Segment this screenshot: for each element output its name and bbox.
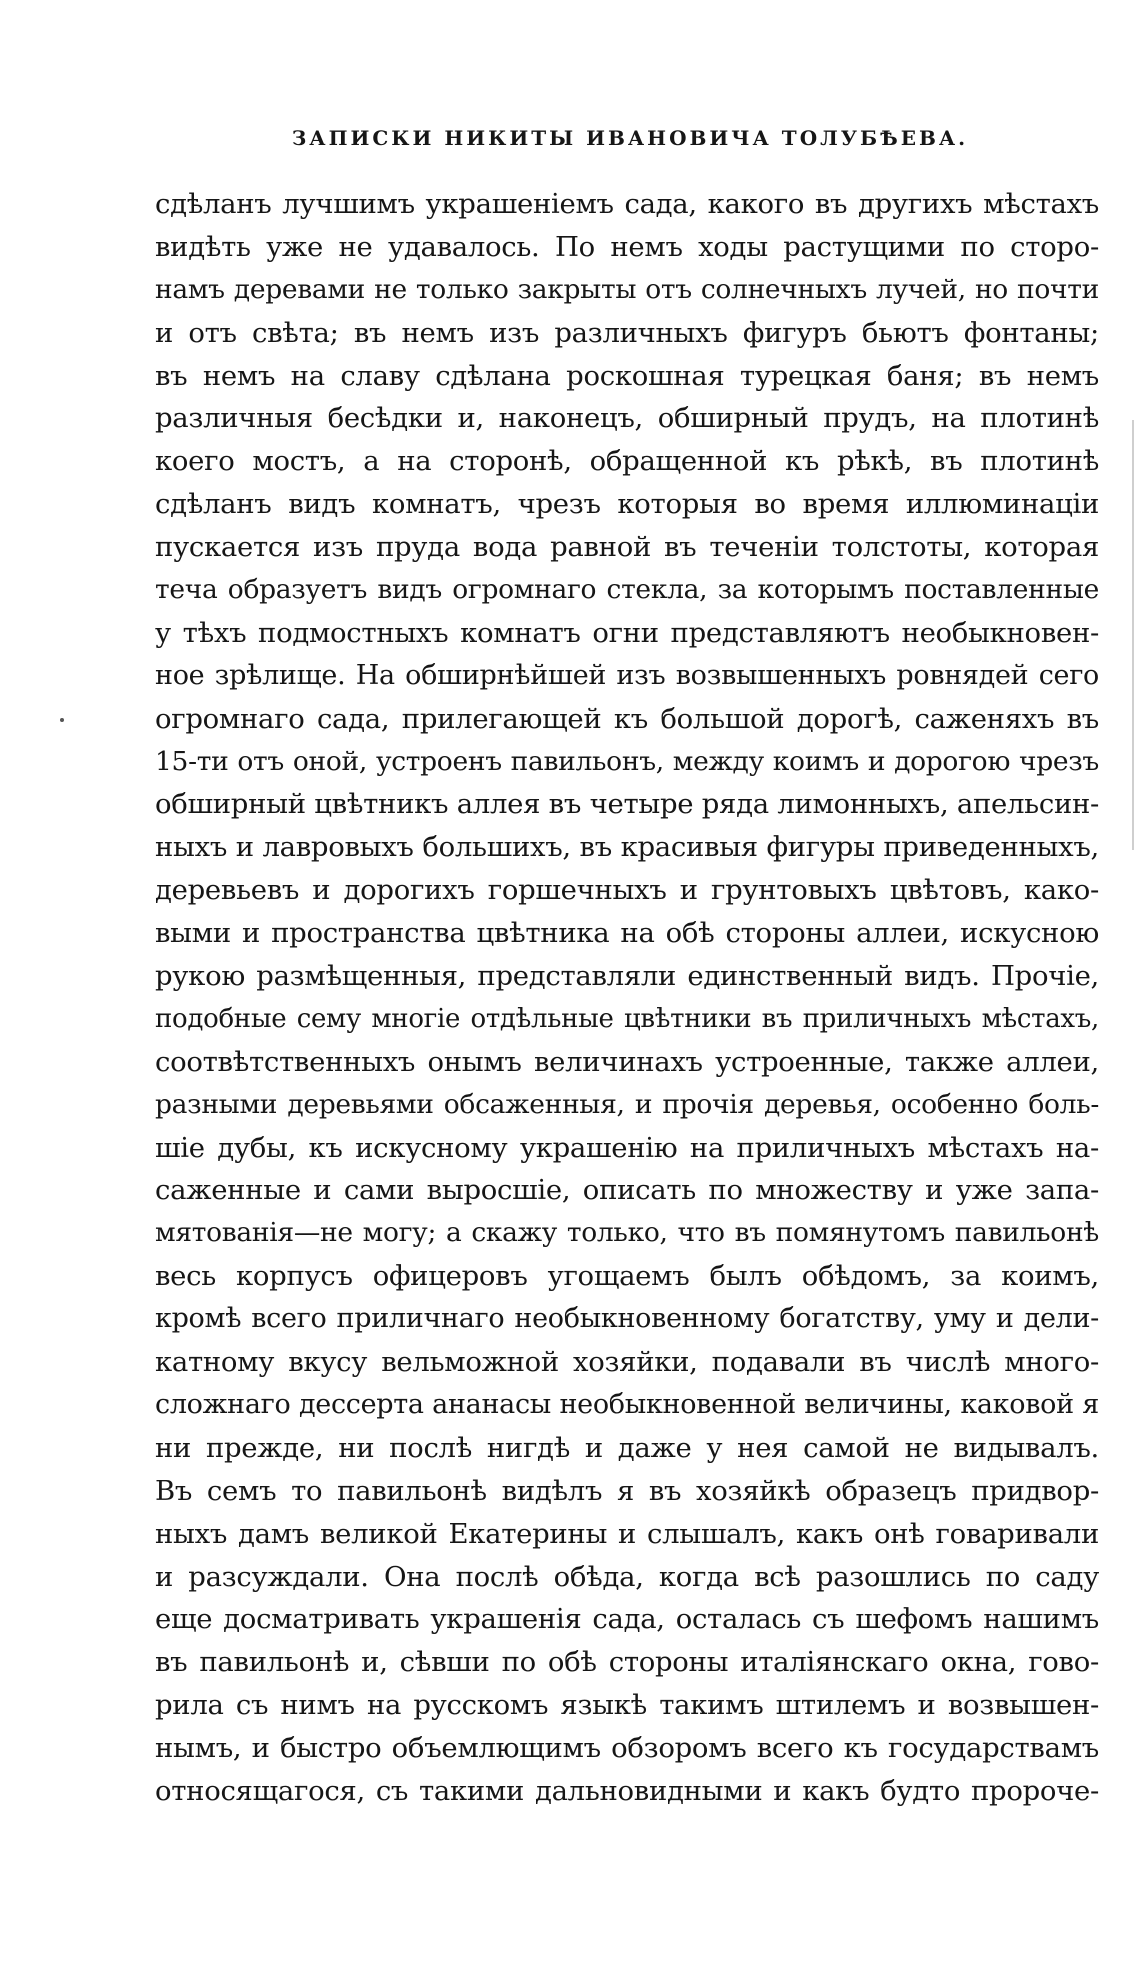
text-line: рукою размѣщенныя, представляли единственный видъ. Прочіе, <box>155 960 1099 993</box>
text-line: ни прежде, ни послѣ нигдѣ и даже у нея самой не видывалъ. <box>155 1431 1099 1464</box>
text-line: кромѣ всего приличнаго необыкновенному богатству, уму и дели- <box>155 1303 1099 1335</box>
text-line: и отъ свѣта; въ немъ изъ различныхъ фигуръ бьютъ фонтаны; <box>155 316 1099 349</box>
text-line: въ павильонѣ и, сѣвши по обѣ стороны италіянскаго окна, гово- <box>155 1646 1099 1679</box>
text-line: ное зрѣлище. На обширнѣйшей изъ возвышенныхъ ровнядей сего <box>155 659 1099 691</box>
text-line: рила съ нимъ на русскомъ языкѣ такимъ штилемъ и возвышен- <box>155 1689 1099 1722</box>
print-speck <box>60 718 64 722</box>
text-line: обширный цвѣтникъ аллея въ четыре ряда лимонныхъ, апельсин- <box>155 788 1099 821</box>
text-line: сдѣланъ лучшимъ украшеніемъ сада, какого въ другихъ мѣстахъ <box>155 188 1099 220</box>
text-line: еще досматривать украшенія сада, осталась съ шефомъ нашимъ <box>155 1603 1099 1636</box>
text-line: огромнаго сада, прилегающей къ большой дорогѣ, саженяхъ въ <box>155 702 1099 735</box>
text-line: соотвѣтственныхъ онымъ величинахъ устроенные, также аллеи, <box>155 1045 1099 1078</box>
text-line: пускается изъ пруда вода равной въ теченіи толстоты, которая <box>155 531 1099 564</box>
text-line: деревьевъ и дорогихъ горшечныхъ и грунтовыхъ цвѣтовъ, како- <box>155 874 1099 907</box>
text-line: и разсуждали. Она послѣ обѣда, когда всѣ разошлись по саду <box>155 1560 1099 1593</box>
text-line: катному вкусу вельможной хозяйки, подавали въ числѣ много- <box>155 1346 1099 1379</box>
text-line: въ немъ на славу сдѣлана роскошная турецкая баня; въ немъ <box>155 359 1099 392</box>
running-head: ЗАПИСКИ НИКИТЫ ИВАНОВИЧА ТОЛУБѢЕВА. <box>291 126 969 150</box>
text-line: коего мостъ, а на сторонѣ, обращенной къ рѣкѣ, въ плотинѣ <box>155 445 1099 478</box>
text-line: разными деревьями обсаженныя, и прочія деревья, особенно боль- <box>155 1088 1099 1120</box>
text-line: у тѣхъ подмостныхъ комнатъ огни представляютъ необыкновен- <box>155 616 1099 649</box>
text-line: 15-ти отъ оной, устроенъ павильонъ, между коимъ и дорогою чрезъ <box>155 745 1099 777</box>
text-line: ныхъ и лавровыхъ большихъ, въ красивыя фигуры приведенныхъ, <box>155 831 1099 864</box>
text-line: намъ деревами не только закрыты отъ солнечныхъ лучей, но почти <box>155 273 1099 305</box>
body-text <box>155 183 1099 1813</box>
text-line: теча образуетъ видъ огромнаго стекла, за которымъ поставленные <box>155 574 1099 606</box>
text-line: сложнаго дессерта ананасы необыкновенной величины, каковой я <box>155 1388 1099 1420</box>
text-line: шіе дубы, къ искусному украшенію на приличныхъ мѣстахъ на- <box>155 1131 1099 1164</box>
text-line: весь корпусъ офицеровъ угощаемъ былъ обѣдомъ, за коимъ, <box>155 1260 1099 1293</box>
page-edge-shadow <box>1132 420 1134 850</box>
text-line: ныхъ дамъ великой Екатерины и слышалъ, какъ онѣ говаривали <box>155 1517 1099 1550</box>
text-line: сдѣланъ видъ комнатъ, чрезъ которыя во время иллюминаціи <box>155 488 1099 521</box>
text-line: саженные и сами выросшіе, описать по множеству и уже запа- <box>155 1174 1099 1207</box>
text-line: видѣть уже не удавалось. По немъ ходы растущими по сторо- <box>155 230 1099 263</box>
text-line: нымъ, и быстро объемлющимъ обзоромъ всего къ государствамъ <box>155 1732 1099 1765</box>
text-line: подобные сему многіе отдѣльные цвѣтники въ приличныхъ мѣстахъ, <box>155 1003 1099 1034</box>
text-line: различныя бесѣдки и, наконецъ, обширный прудъ, на плотинѣ <box>155 402 1099 435</box>
text-line: мятованія—не могу; а скажу только, что въ помянутомъ павильонѣ <box>155 1217 1099 1249</box>
text-line: относящагося, съ такими дальновидными и какъ будто пророче- <box>155 1774 1099 1807</box>
text-line: выми и пространства цвѣтника на обѣ стороны аллеи, искусною <box>155 917 1099 950</box>
text-line: Въ семъ то павильонѣ видѣлъ я въ хозяйкѣ образецъ придвор- <box>155 1474 1099 1507</box>
